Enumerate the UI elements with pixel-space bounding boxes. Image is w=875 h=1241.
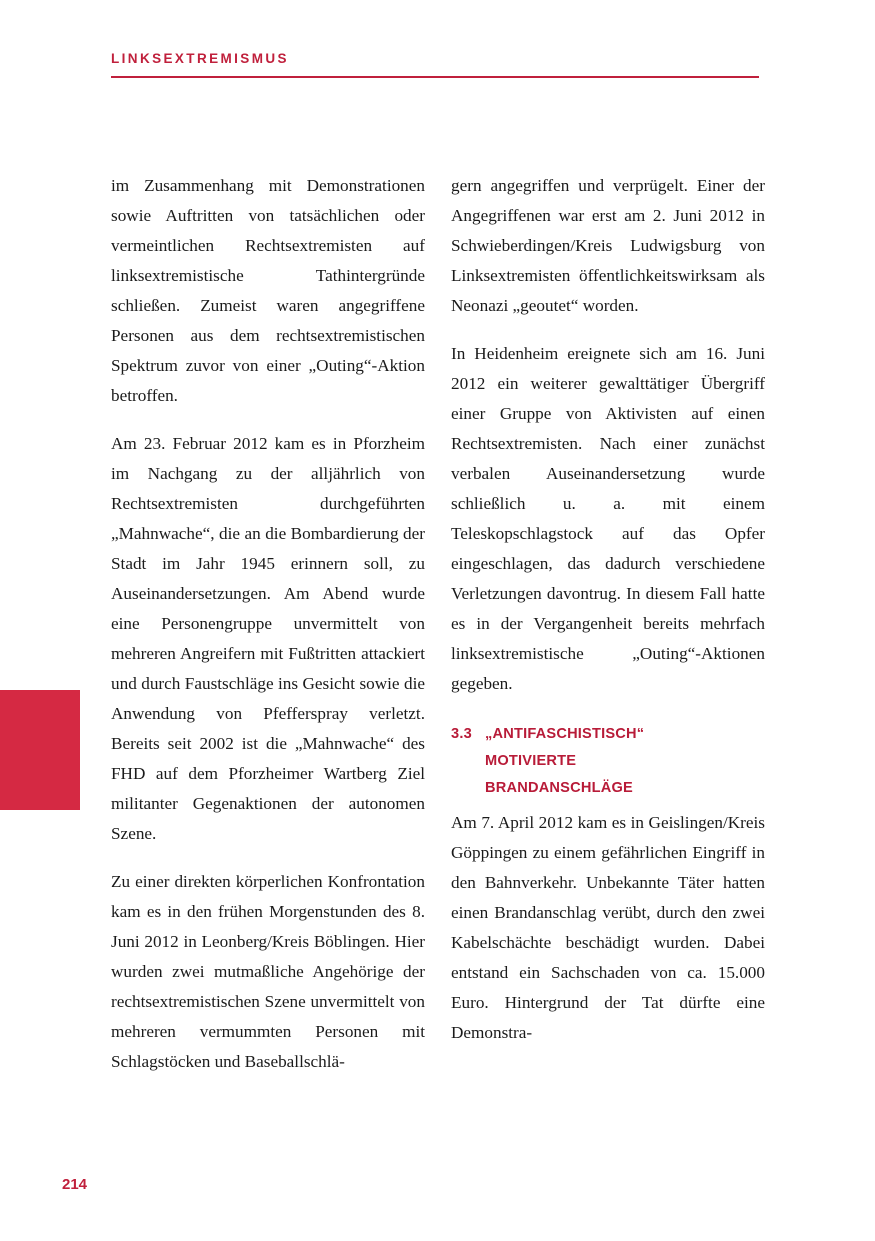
paragraph: gern angegriffen und verprügelt. Einer der Angegriffenen war erst am 2. Juni 2012 in Schwieberdingen/Kreis Ludwigsburg von Linksextremisten öffentlichkeitswirksam als Neonazi „geoutet“ worden. xyxy=(451,176,765,315)
running-head xyxy=(111,52,759,66)
text-column-right xyxy=(451,171,765,1048)
running-head-rule xyxy=(111,76,759,78)
paragraph: Am 23. Februar 2012 kam es in Pforzheim im Nachgang zu der alljährlich von Rechtsextremisten durchgeführten „Mahnwache“, die an die Bombardierung der Stadt im Jahr 1945 erinnern soll, zu Auseinandersetzungen. Am Abend wurde eine Personengruppe unvermittelt von mehreren Angreifern mit Fußtritten attackiert und durch Faustschläge ins Gesicht sowie die Anwendung von Pfefferspray verletzt. Bereits seit 2002 ist die „Mahnwache“ des FHD auf dem Pforzheimer Wartberg Ziel militanter Gegenaktionen der autonomen Szene. xyxy=(111,434,425,843)
paragraph: In Heidenheim ereignete sich am 16. Juni 2012 ein weiterer gewalttätiger Übergriff einer Gruppe von Aktivisten auf einen Rechtsextremisten. Nach einer zunächst verbalen Auseinandersetzung wurde schließlich u. a. mit einem Teleskopschlagstock auf das Opfer eingeschlagen, das dadurch verschiedene Verletzungen davontrug. In diesem Fall hatte es in der Vergangenheit bereits mehrfach linksextremistische „Outing“-Aktionen gegeben. xyxy=(451,344,765,693)
section-title-line-1: „ANTIFASCHISTISCH“ xyxy=(485,726,645,742)
running-head-label: LINKSEXTREMISMUS xyxy=(111,51,289,66)
text-column-left xyxy=(111,171,425,1077)
section-heading-3-3 xyxy=(451,721,765,802)
page-number: 214 xyxy=(62,1176,88,1193)
paragraph: Zu einer direkten körperlichen Konfrontation kam es in den frühen Morgenstunden des 8. Juni 2012 in Leonberg/Kreis Böblingen. Hier wurden zwei mutmaßliche Angehörige der rechtsextremistischen Szene unvermittelt von mehreren vermummten Personen mit Schlagstöcken und Baseballschlä- xyxy=(111,872,425,1071)
paragraph: Am 7. April 2012 kam es in Geislingen/Kreis Göppingen zu einem gefährlichen Eingriff in den Bahnverkehr. Unbekannte Täter hatten einen Brandanschlag verübt, durch den zwei Kabelschächte beschädigt wurden. Dabei entstand ein Sachschaden von ca. 15.000 Euro. Hintergrund der Tat dürfte eine Demonstra- xyxy=(451,813,765,1042)
section-title-line-3: BRANDANSCHLÄGE xyxy=(485,780,633,796)
section-title-line-2: MOTIVIERTE xyxy=(485,753,577,769)
section-number: 3.3 xyxy=(451,726,472,742)
paragraph: im Zusammenhang mit Demonstrationen sowie Auftritten von tatsächlichen oder vermeintlichen Rechtsextremisten auf linksextremistische Tathintergründe schließen. Zumeist waren angegriffene Personen aus dem rechtsextremistischen Spektrum zuvor von einer „Outing“-Aktion betroffen. xyxy=(111,176,425,405)
section-bleed-tab xyxy=(0,690,80,810)
